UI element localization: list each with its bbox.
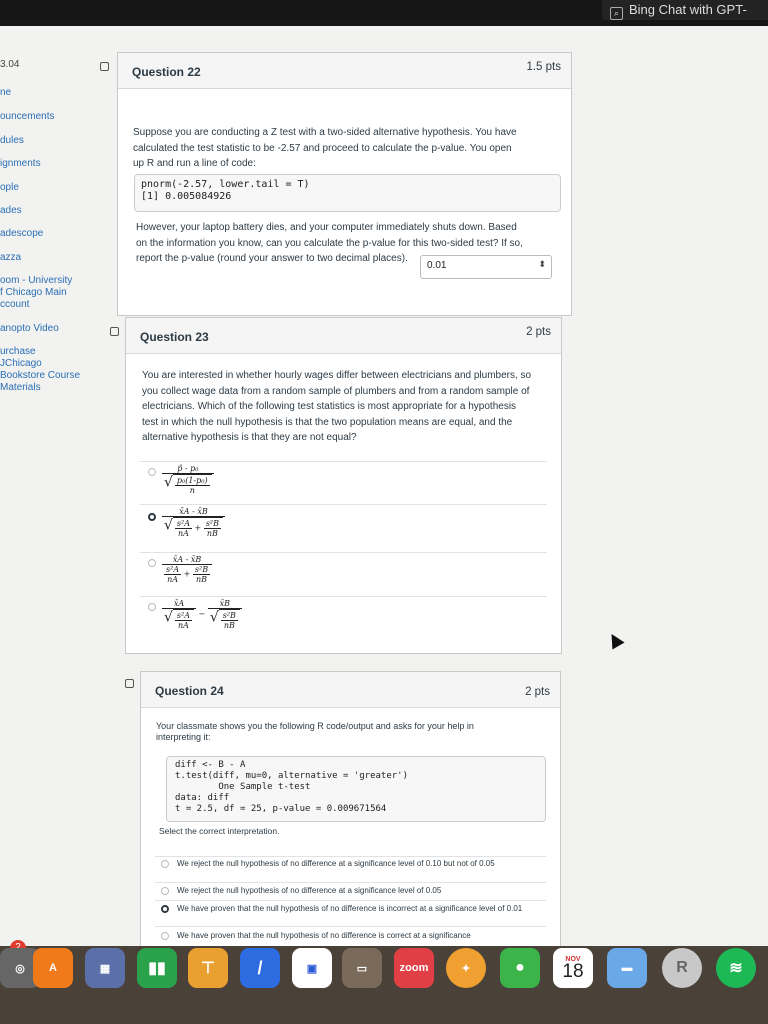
sidebar-item-purchase-line1[interactable]: urchase: [0, 346, 36, 357]
pages-icon[interactable]: /: [240, 948, 280, 988]
course-sidebar: [0, 26, 88, 946]
select-arrows-icon: ⬍: [538, 259, 546, 269]
formula-2-s1: s²A: [176, 519, 191, 528]
question-23-title: Question 23: [140, 330, 209, 344]
question-23-line4: test in which the null hypothesis is that the two population means are equal, and the: [142, 416, 513, 428]
teams-icon[interactable]: ▣: [292, 948, 332, 988]
question-23-points: 2 pts: [526, 326, 551, 338]
question-24-intro: [156, 721, 551, 743]
formula-4-xa: x̄A: [162, 599, 196, 609]
question-24-option-2-radio[interactable]: [161, 887, 169, 895]
question-22-after3: report the p-value (round your answer to two decimal places).: [136, 253, 408, 264]
sidebar-item-zoom-line1[interactable]: oom - University: [0, 275, 73, 286]
calendar-icon[interactable]: [553, 948, 593, 988]
question-24-option-2[interactable]: [155, 882, 546, 902]
r-label: R: [676, 959, 688, 976]
question-23: [125, 317, 562, 654]
launchpad-icon[interactable]: ◎: [0, 948, 40, 988]
question-23-option-1-radio[interactable]: [148, 468, 156, 476]
question-24-option-1-radio[interactable]: [161, 860, 169, 868]
question-24-intro2: interpreting it:: [156, 732, 211, 742]
screenshot-icon[interactable]: ▭: [342, 948, 382, 988]
formula-2-n2: nB: [206, 529, 218, 538]
keynote-icon[interactable]: ⊤: [188, 948, 228, 988]
question-24-option-4-text: We have proven that the null hypothesis of no difference is correct at a significance: [177, 931, 471, 940]
formula-3-n2: nB: [195, 575, 207, 584]
formula-4-na: nA: [178, 621, 189, 630]
sidebar-item-purchase-line4[interactable]: Materials: [0, 382, 41, 393]
question-22-after2: on the information you know, can you calculate the p-value for this two-sided test? If so,: [136, 237, 523, 249]
formula-2-s2: s²B: [205, 519, 220, 528]
spotify-icon[interactable]: ≋: [716, 948, 756, 988]
question-23-option-4-radio[interactable]: [148, 603, 156, 611]
question-24-option-3-text: We have proven that the null hypothesis of no difference is incorrect at a significance level of 0.01: [177, 904, 523, 913]
sidebar-item-purchase-line2[interactable]: JChicago: [0, 358, 42, 369]
app-store-icon[interactable]: A: [33, 948, 73, 988]
numbers-icon[interactable]: ▮▮: [137, 948, 177, 988]
formula-3-s2: s²B: [194, 565, 209, 574]
formula-4-nb: nB: [223, 621, 235, 630]
question-24-code-block: diff <- B - A t.test(diff, mu=0, alternative = 'greater') One Sample t-test data: diff t = 2.5, df = 25, p-value = 0.009671564: [166, 756, 546, 822]
question-22-after1: However, your laptop battery dies, and your computer immediately shuts down. Based: [136, 222, 517, 233]
sidebar-item-assignments[interactable]: ignments: [0, 158, 41, 169]
canvas-page: [0, 26, 768, 946]
formula-3-s1: s²A: [166, 565, 180, 574]
sidebar-item-people[interactable]: ople: [0, 182, 19, 193]
question-23-option-4[interactable]: [140, 596, 547, 652]
question-22-body: [133, 125, 563, 172]
question-22-line1: Suppose you are conducting a Z test with a two-sided alternative hypothesis. You have: [133, 127, 517, 138]
question-23-option-3-formula: x̄A - x̄B $\frac{\text{s²A}}{nA}$ + $\frac{\text{s²B}}{nB}$: [162, 555, 212, 584]
question-23-option-3-radio[interactable]: [148, 559, 156, 567]
question-24-option-1-text: We reject the null hypothesis of no difference at a significance level of 0.10 but not of 0.05: [177, 859, 495, 868]
question-23-option-2-radio[interactable]: [148, 513, 156, 521]
formula-2-n1: nA: [178, 529, 189, 538]
formula-3-numerator: x̄A - x̄B: [162, 555, 212, 565]
sidebar-item-zoom-line2[interactable]: f Chicago Main: [0, 287, 67, 298]
question-23-option-2-formula: x̄A - x̄B √ $\frac{\text{s²A}}{nA}$ + $\frac{\text{s²B}}{nB}$: [162, 507, 225, 538]
formula-4-sb: s²B: [222, 611, 236, 620]
question-24-header: [141, 672, 560, 708]
question-22-answer-value: 0.01: [427, 260, 447, 271]
question-22-answer-select[interactable]: [420, 255, 552, 279]
calendar-month: NOV: [565, 955, 581, 963]
formula-4-sa: s²A: [176, 611, 191, 620]
question-23-line3: electricians. Which of the following test statistics is most appropriate for a hypothesis: [142, 401, 517, 412]
question-23-option-4-formula: x̄A √ $\frac{\text{s²A}}{nA}$ − x̄B √ $\frac{\text{s²B}}{nB}$: [162, 599, 242, 630]
question-22: [117, 52, 572, 316]
question-24-intro1: Your classmate shows you the following R code/output and asks for your help in: [156, 721, 474, 731]
sidebar-item-purchase-line3[interactable]: Bookstore Course: [0, 370, 81, 381]
question-24-points: 2 pts: [525, 686, 550, 698]
flag-question-23-icon[interactable]: [110, 327, 119, 336]
formula-2-numerator: x̄A - x̄B: [162, 507, 225, 517]
sidebar-item-modules[interactable]: dules: [0, 135, 24, 146]
question-23-line1: You are interested in whether hourly wages differ between electricians and plumbers, so: [142, 370, 532, 381]
question-24-option-4-radio[interactable]: [161, 932, 169, 940]
question-24-option-4[interactable]: [155, 926, 546, 946]
sidebar-item-announcements[interactable]: ouncements: [0, 111, 55, 122]
sidebar-item-piazza[interactable]: azza: [0, 252, 22, 263]
safari-icon[interactable]: ✦: [446, 948, 486, 988]
question-23-option-2[interactable]: [140, 504, 547, 552]
formula-1-n: n: [189, 486, 195, 495]
sidebar-course-code: 3.04: [0, 59, 20, 70]
notes-grid-icon[interactable]: ▦: [85, 948, 125, 988]
top-bar: [0, 0, 768, 26]
formula-1-variance: p₀(1-p₀): [176, 476, 208, 485]
question-23-option-1[interactable]: [140, 461, 547, 509]
sidebar-item-grades[interactable]: ades: [0, 205, 22, 216]
question-23-option-3[interactable]: [140, 552, 547, 600]
question-23-line5: alternative hypothesis is that they are not equal?: [142, 432, 357, 443]
sidebar-item-panopto[interactable]: anopto Video: [0, 323, 59, 334]
question-23-header: [126, 318, 561, 354]
messages-icon[interactable]: ●: [500, 948, 540, 988]
formula-3-n1: nA: [167, 575, 179, 584]
sidebar-item-gradescope[interactable]: adescope: [0, 228, 44, 239]
zoom-label: zoom: [399, 962, 429, 974]
finder-window-icon[interactable]: ▬: [607, 948, 647, 988]
question-24-prompt: Select the correct interpretation.: [159, 826, 280, 836]
question-22-line2: calculated the test statistic to be -2.57 and proceed to calculate the p-value. You open: [133, 142, 512, 154]
flag-question-22-icon[interactable]: [100, 62, 109, 71]
question-24-option-1[interactable]: [155, 856, 546, 884]
question-22-points: 1.5 pts: [526, 61, 561, 73]
formula-1-numerator: p̂ - p₀: [162, 464, 214, 474]
flag-question-24-icon[interactable]: [125, 679, 134, 688]
sidebar-item-home[interactable]: ne: [0, 87, 12, 98]
question-24-option-3-radio[interactable]: [161, 905, 169, 913]
question-22-line3: up R and run a line of code:: [133, 158, 256, 169]
question-24-title: Question 24: [155, 684, 224, 698]
zoom-app-icon[interactable]: [394, 948, 434, 988]
sidebar-item-zoom-line3[interactable]: ccount: [0, 299, 30, 310]
formula-4-xb: x̄B: [208, 599, 242, 609]
question-22-title: Question 22: [132, 65, 201, 79]
question-22-code-line2: [1] 0.005084926: [141, 190, 232, 202]
calendar-day: 18: [562, 960, 584, 982]
r-app-icon[interactable]: [662, 948, 702, 988]
question-24-option-2-text: We reject the null hypothesis of no difference at a significance level of 0.05: [177, 886, 442, 895]
question-22-code-line1: pnorm(-2.57, lower.tail = T): [141, 179, 310, 190]
mouse-pointer-icon: [605, 630, 624, 649]
bing-chat-label: Bing Chat with GPT-: [629, 2, 747, 17]
question-22-code-block: [134, 174, 561, 212]
question-23-body: [142, 368, 557, 446]
question-23-option-1-formula: p̂ - p₀ √ $\frac{\text{p₀(1-p₀)}}{n}$: [162, 464, 214, 495]
question-24-option-3[interactable]: [155, 900, 546, 926]
question-24: [140, 671, 561, 946]
question-22-header: [118, 53, 571, 89]
bing-chat-tab[interactable]: [602, 0, 768, 20]
question-23-line2: you collect wage data from a random sample of plumbers and from a random sample of: [142, 385, 530, 397]
search-icon: ⌕: [610, 7, 623, 20]
